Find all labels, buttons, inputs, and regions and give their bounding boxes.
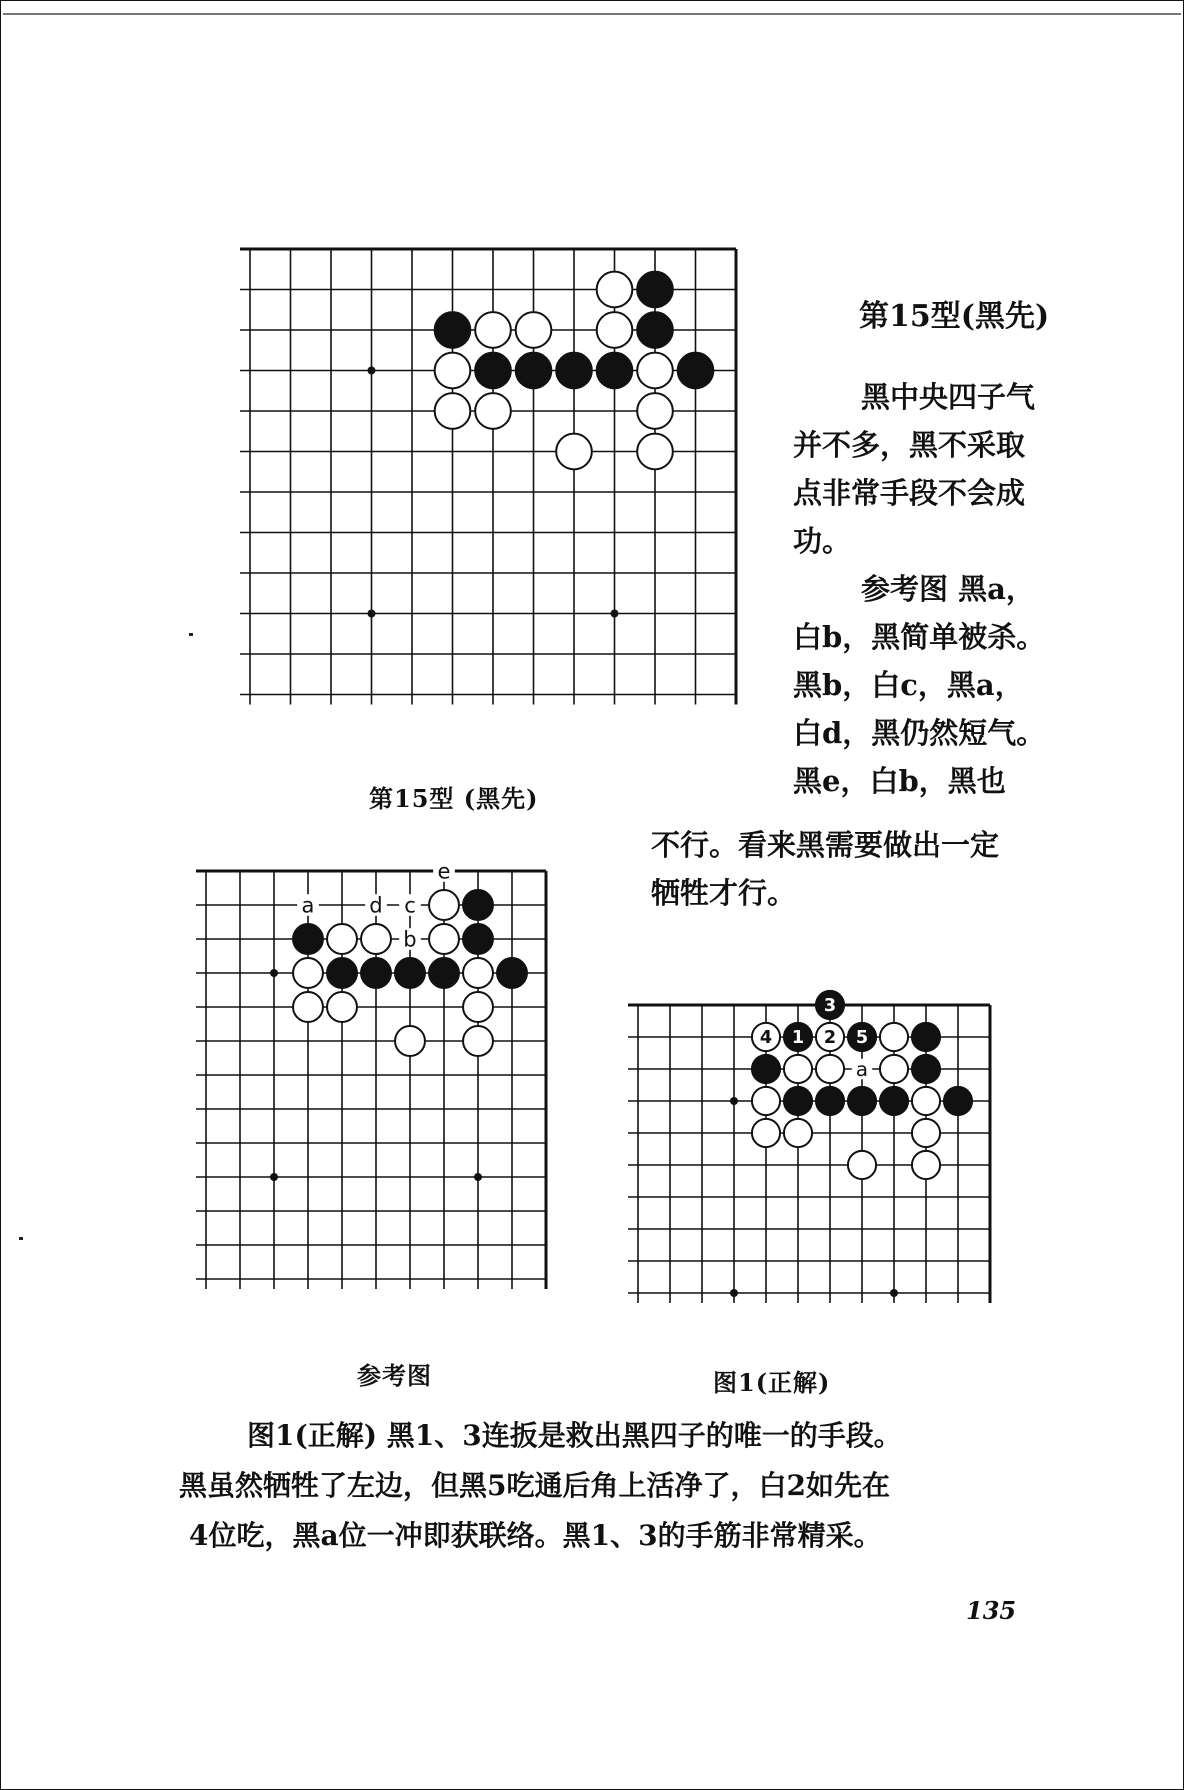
white-stone xyxy=(912,1151,940,1179)
point-label: a xyxy=(855,1058,869,1082)
white-stone xyxy=(429,890,459,920)
point-label: d xyxy=(369,892,383,918)
white-stone xyxy=(327,924,357,954)
text-line: 功。 xyxy=(793,524,852,558)
white-stone xyxy=(912,1087,940,1115)
move-number: 3 xyxy=(823,995,837,1016)
star-point xyxy=(730,1289,738,1297)
white-stone xyxy=(429,924,459,954)
move-number: 5 xyxy=(855,1027,869,1048)
problem-caption: 第15型 (黑先) xyxy=(369,784,539,813)
scan-speck xyxy=(189,633,193,636)
black-stone xyxy=(944,1087,972,1115)
black-stone xyxy=(327,958,357,988)
white-stone xyxy=(463,1026,493,1056)
white-stone xyxy=(293,992,323,1022)
black-stone xyxy=(516,353,552,389)
white-stone xyxy=(435,353,471,389)
black-stone xyxy=(463,924,493,954)
reference-board xyxy=(201,858,601,1335)
black-stone xyxy=(816,1087,844,1115)
text-line: 点非常手段不会成 xyxy=(793,476,1026,510)
problem-board-svg xyxy=(234,244,754,764)
white-stone xyxy=(880,1023,908,1051)
star-point xyxy=(474,1173,482,1181)
white-stone xyxy=(816,1055,844,1083)
reference-caption: 参考图 xyxy=(357,1361,432,1390)
black-stone xyxy=(463,890,493,920)
text-line: 黑e，白b，黑也 xyxy=(793,764,1006,798)
text-line: 黑虽然牺牲了左边，但黑5吃通后角上活净了，白2如先在 xyxy=(179,1469,890,1502)
reference-board-svg xyxy=(201,858,601,1335)
problem-description-continued xyxy=(651,821,999,917)
black-stone xyxy=(395,958,425,988)
star-point xyxy=(890,1289,898,1297)
black-stone xyxy=(556,353,592,389)
white-stone xyxy=(784,1055,812,1083)
black-stone xyxy=(637,312,673,348)
text-line: 牺牲才行。 xyxy=(651,876,797,910)
black-stone xyxy=(637,272,673,308)
point-label: a xyxy=(301,892,315,918)
black-stone xyxy=(880,1087,908,1115)
white-stone xyxy=(637,393,673,429)
black-stone xyxy=(752,1055,780,1083)
star-point xyxy=(730,1097,738,1105)
black-stone xyxy=(435,312,471,348)
text-line: 并不多，黑不采取 xyxy=(793,428,1026,462)
white-stone xyxy=(637,353,673,389)
white-stone xyxy=(597,272,633,308)
white-stone xyxy=(475,393,511,429)
black-stone xyxy=(912,1023,940,1051)
problem-description xyxy=(793,373,1045,805)
white-stone xyxy=(516,312,552,348)
black-stone xyxy=(784,1087,812,1115)
white-stone xyxy=(637,434,673,470)
text-line: 白d，黑仍然短气。 xyxy=(793,716,1046,750)
white-stone xyxy=(556,434,592,470)
black-stone xyxy=(293,924,323,954)
scan-top-edge xyxy=(3,13,1181,15)
white-stone xyxy=(784,1119,812,1147)
text-line: 参考图 黑a， xyxy=(861,572,1035,606)
text-line: 4位吃，黑a位一冲即获联络。黑1、3的手筋非常精采。 xyxy=(189,1519,882,1552)
text-line: 图1(正解) 黑1、3连扳是救出黑四子的唯一的手段。 xyxy=(247,1419,902,1452)
white-stone xyxy=(395,1026,425,1056)
black-stone xyxy=(497,958,527,988)
star-point xyxy=(611,610,619,618)
star-point xyxy=(270,1173,278,1181)
text-line: 黑中央四子气 xyxy=(861,380,1036,414)
white-stone xyxy=(361,924,391,954)
point-label: c xyxy=(404,892,416,918)
black-stone xyxy=(475,353,511,389)
move-number: 4 xyxy=(759,1027,773,1048)
figure1-caption: 图1(正解) xyxy=(713,1368,831,1397)
star-point xyxy=(368,367,376,375)
white-stone xyxy=(463,958,493,988)
black-stone xyxy=(848,1087,876,1115)
problem-board xyxy=(234,244,754,764)
white-stone xyxy=(880,1055,908,1083)
move-number: 1 xyxy=(791,1027,805,1048)
white-stone xyxy=(752,1087,780,1115)
white-stone xyxy=(463,992,493,1022)
white-stone xyxy=(475,312,511,348)
point-label: e xyxy=(437,858,451,884)
white-stone xyxy=(912,1119,940,1147)
move-number: 2 xyxy=(823,1027,837,1048)
star-point xyxy=(270,969,278,977)
white-stone xyxy=(597,312,633,348)
white-stone xyxy=(752,1119,780,1147)
text-line: 不行。看来黑需要做出一定 xyxy=(651,828,1000,862)
scan-speck xyxy=(19,1237,23,1240)
figure1-board xyxy=(633,995,1053,1341)
black-stone xyxy=(429,958,459,988)
black-stone xyxy=(912,1055,940,1083)
star-point xyxy=(368,610,376,618)
white-stone xyxy=(435,393,471,429)
white-stone xyxy=(293,958,323,988)
white-stone xyxy=(327,992,357,1022)
black-stone xyxy=(678,353,714,389)
white-stone xyxy=(848,1151,876,1179)
black-stone xyxy=(597,353,633,389)
figure1-board-svg xyxy=(633,995,1053,1341)
problem-title: 第15型(黑先) xyxy=(859,299,1050,334)
text-line: 白b，黑简单被杀。 xyxy=(793,620,1046,654)
black-stone xyxy=(361,958,391,988)
solution-explanation xyxy=(179,1411,1059,1561)
page-number: 135 xyxy=(966,1596,1017,1625)
text-line: 黑b，白c，黑a， xyxy=(793,668,1024,702)
point-label: b xyxy=(403,926,417,952)
